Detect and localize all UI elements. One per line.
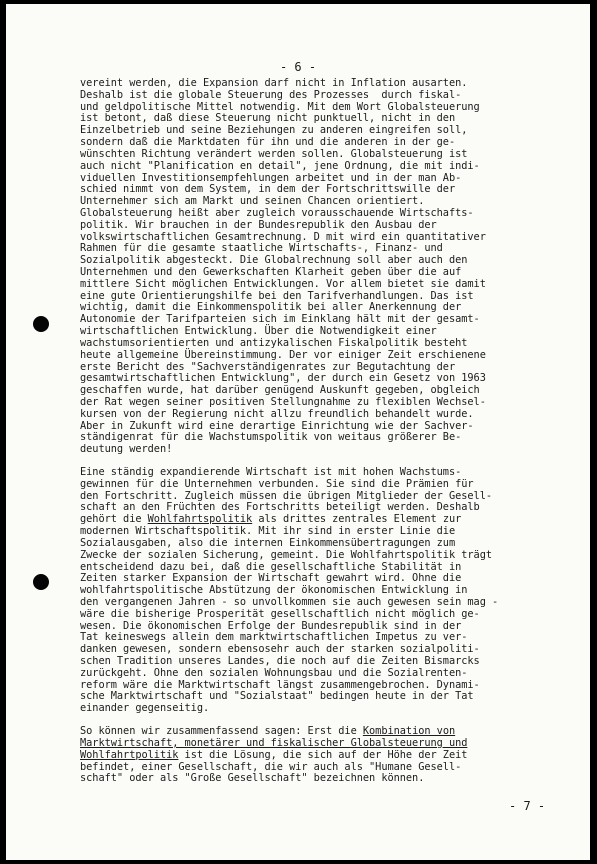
- text-segment: gesamtwirtschaftlichen Entwicklung", der durch ein Gesetz von 1963: [80, 372, 486, 385]
- text-segment: viduellen Investitionsempfehlungen arbeitet und in der man Ab-: [80, 171, 462, 184]
- text-segment: gewinnen für die Unternehmen verbunden. Sie sind die Prämien für: [80, 477, 474, 490]
- text-segment: ist betont, daß diese Steuerung nicht punktuell, nicht in den: [80, 112, 456, 125]
- text-segment: volkswirtschaftlichen Gesamtrechnung. D mit wird ein quantitativer: [80, 230, 486, 243]
- text-segment: wohlfahrtspolitische Abstützung der ökonomischen Entwicklung in: [80, 584, 468, 597]
- text-segment: heute allgemeine Übereinstimmung. Der vor einiger Zeit erschienene: [80, 348, 486, 361]
- text-segment: kursen von der Regierung nicht allzu freundlich behandelt wurde.: [80, 407, 474, 420]
- document-page: [6, 4, 590, 860]
- text-segment: Autonomie der Tarifparteien sich im Einklang hält mit der gesamt-: [80, 313, 480, 326]
- text-segment: Deshalb ist die globale Steuerung des Prozesses durch fiskal-: [80, 88, 462, 101]
- text-segment: Rahmen für die gesamte staatliche Wirtschafts-, Finanz- und: [80, 242, 443, 255]
- underlined-text: Wohlfahrtspolitik: [147, 513, 253, 526]
- text-segment: Unternehmen und den Gewerkschaften Klarheit geben über die auf: [80, 266, 462, 278]
- text-segment: geschaffen wurde, hat darüber genügend Auskunft gegeben, obgleich: [80, 384, 480, 397]
- text-segment: wäre die bisherige Prosperität gesellschaftlich nicht möglich ge-: [80, 607, 480, 620]
- text-segment: Eine ständig expandierende Wirtschaft ist mit hohen Wachstums-: [80, 466, 462, 478]
- text-segment: den Fortschritt. Zugleich müssen die übrigen Mitglieder der Gesell-: [80, 489, 493, 502]
- text-segment: sondern daß die Marktdaten für ihn und die anderen in der ge-: [80, 136, 456, 149]
- text-segment: Tat keineswegs allein dem marktwirtschaftlichen Impetus zu ver-: [80, 631, 468, 644]
- text-segment: mittlere Sicht möglichen Entwicklungen. Vor allem bietet sie damit: [80, 277, 486, 290]
- text-segment: Unternehmer sich am Markt und seinen Chancen orientiert.: [80, 195, 425, 208]
- text-segment: reform wäre die Marktwirtschaft längst zusammengebrochen. Dynami-: [80, 678, 480, 691]
- text-segment: entscheidend dazu bei, daß die gesellschaftliche Stabilität in: [80, 560, 462, 573]
- text-segment: ist die Lösung, die sich auf der Höhe der Zeit: [178, 748, 468, 761]
- text-segment: Zwecke der sozialen Sicherung, gemeint. Die Wohlfahrtspolitik trägt: [80, 548, 493, 561]
- text-line: [80, 773, 542, 785]
- text-segment: einander gegenseitig.: [80, 702, 210, 715]
- text-segment: schaft" oder als "Große Gesellschaft" bezeichnen können.: [80, 772, 425, 785]
- text-segment: wirtschaftlichen Entwicklung. Über die Notwendigkeit einer: [80, 325, 437, 338]
- paragraph: [80, 467, 542, 715]
- text-segment: eine gute Orientierungshilfe bei den Tarifverhandlungen. Das ist: [80, 289, 474, 302]
- underlined-text: Wohlfahrtpolitik: [80, 748, 179, 761]
- text-segment: Zeiten starker Expansion der Wirtschaft gewahrt wird. Ohne die: [80, 572, 462, 585]
- text-segment: Einzelbetrieb und seine Beziehungen zu anderen eingreifen soll,: [80, 124, 468, 137]
- text-segment: befindet, einer Gesellschaft, die wir auch als "Humane Gesell-: [80, 760, 462, 773]
- text-segment: der Rat wegen seiner positiven Stellungnahme zu flexiblen Wechsel-: [80, 395, 486, 408]
- text-segment: Sozialausgaben, also die internen Einkommensübertragungen zum: [80, 536, 456, 549]
- text-segment: danken gewesen, sondern ebensosehr auch der starken sozialpoliti-: [80, 643, 480, 656]
- next-page-marker: - 7 -: [509, 799, 546, 813]
- text-segment: ständigenrat für die Wachstumspolitik von weitaus größerer Be-: [80, 431, 462, 444]
- text-segment: schied nimmt von dem System, in dem der Fortschrittswille der: [80, 183, 456, 196]
- punch-hole-top: [33, 316, 49, 332]
- punch-hole-bottom: [33, 574, 49, 590]
- text-segment: erste Bericht des "Sachverständigenrates zur Begutachtung der: [80, 360, 456, 373]
- underlined-text: Marktwirtschaft, monetärer und fiskalischer Globalsteuerung und: [80, 736, 468, 749]
- text-segment: So können wir zusammenfassend sagen: Erst die: [80, 725, 363, 738]
- text-segment: deutung werden!: [80, 443, 173, 456]
- text-segment: Aber in Zukunft wird eine derartige Einrichtung wie der Sachver-: [80, 419, 474, 432]
- text-segment: gehört die: [80, 513, 148, 526]
- text-line: [80, 703, 542, 715]
- paragraph: [80, 78, 542, 456]
- text-segment: wünschten Richtung verändert werden sollen. Globalsteuerung ist: [80, 147, 468, 160]
- underlined-text: Kombination von: [362, 725, 456, 738]
- text-segment: schaft an den Früchten des Fortschritts beteiligt werden. Deshalb: [80, 501, 480, 514]
- text-segment: als drittes zentrales Element zur: [252, 513, 462, 526]
- text-segment: Sozialpolitik abgesteckt. Die Globalrechnung soll aber auch den: [80, 254, 468, 267]
- text-segment: sche Marktwirtschaft und "Sozialstaat" bedingen heute in der Tat: [80, 690, 474, 703]
- text-line: [80, 444, 542, 456]
- text-segment: wesen. Die ökonomischen Erfolge der Bundesrepublik sind in der: [80, 619, 462, 632]
- text-segment: vereint werden, die Expansion darf nicht in Inflation ausarten.: [80, 77, 468, 89]
- page-number: - 6 -: [279, 60, 317, 74]
- text-segment: wichtig, damit die Einkommenspolitik bei aller Anerkennung der: [80, 301, 462, 314]
- text-segment: schen Tradition unseres Landes, die noch auf die Zeiten Bismarcks: [80, 655, 480, 667]
- text-segment: und geldpolitische Mittel notwendig. Mit dem Wort Globalsteuerung: [80, 100, 480, 113]
- text-segment: auch nicht "Planification en detail", jene Ordnung, die mit indi-: [80, 159, 480, 172]
- text-segment: politik. Wir brauchen in der Bundesrepublik den Ausbau der: [80, 218, 437, 231]
- text-segment: den vergangenen Jahren - so unvollkommen sie auch gewesen sein mag -: [80, 595, 499, 608]
- body-text: [80, 78, 542, 785]
- text-segment: Globalsteuerung heißt aber zugleich vorausschauende Wirtschafts-: [80, 206, 474, 219]
- paragraph: [80, 726, 542, 785]
- text-segment: wachstumsorientierten und antizykalischen Fiskalpolitik besteht: [80, 336, 468, 349]
- text-segment: zurückgeht. Ohne den sozialen Wohnungsbau und die Sozialrenten-: [80, 666, 468, 679]
- text-segment: modernen Wirtschaftspolitik. Mit ihr sind in erster Linie die: [80, 525, 456, 538]
